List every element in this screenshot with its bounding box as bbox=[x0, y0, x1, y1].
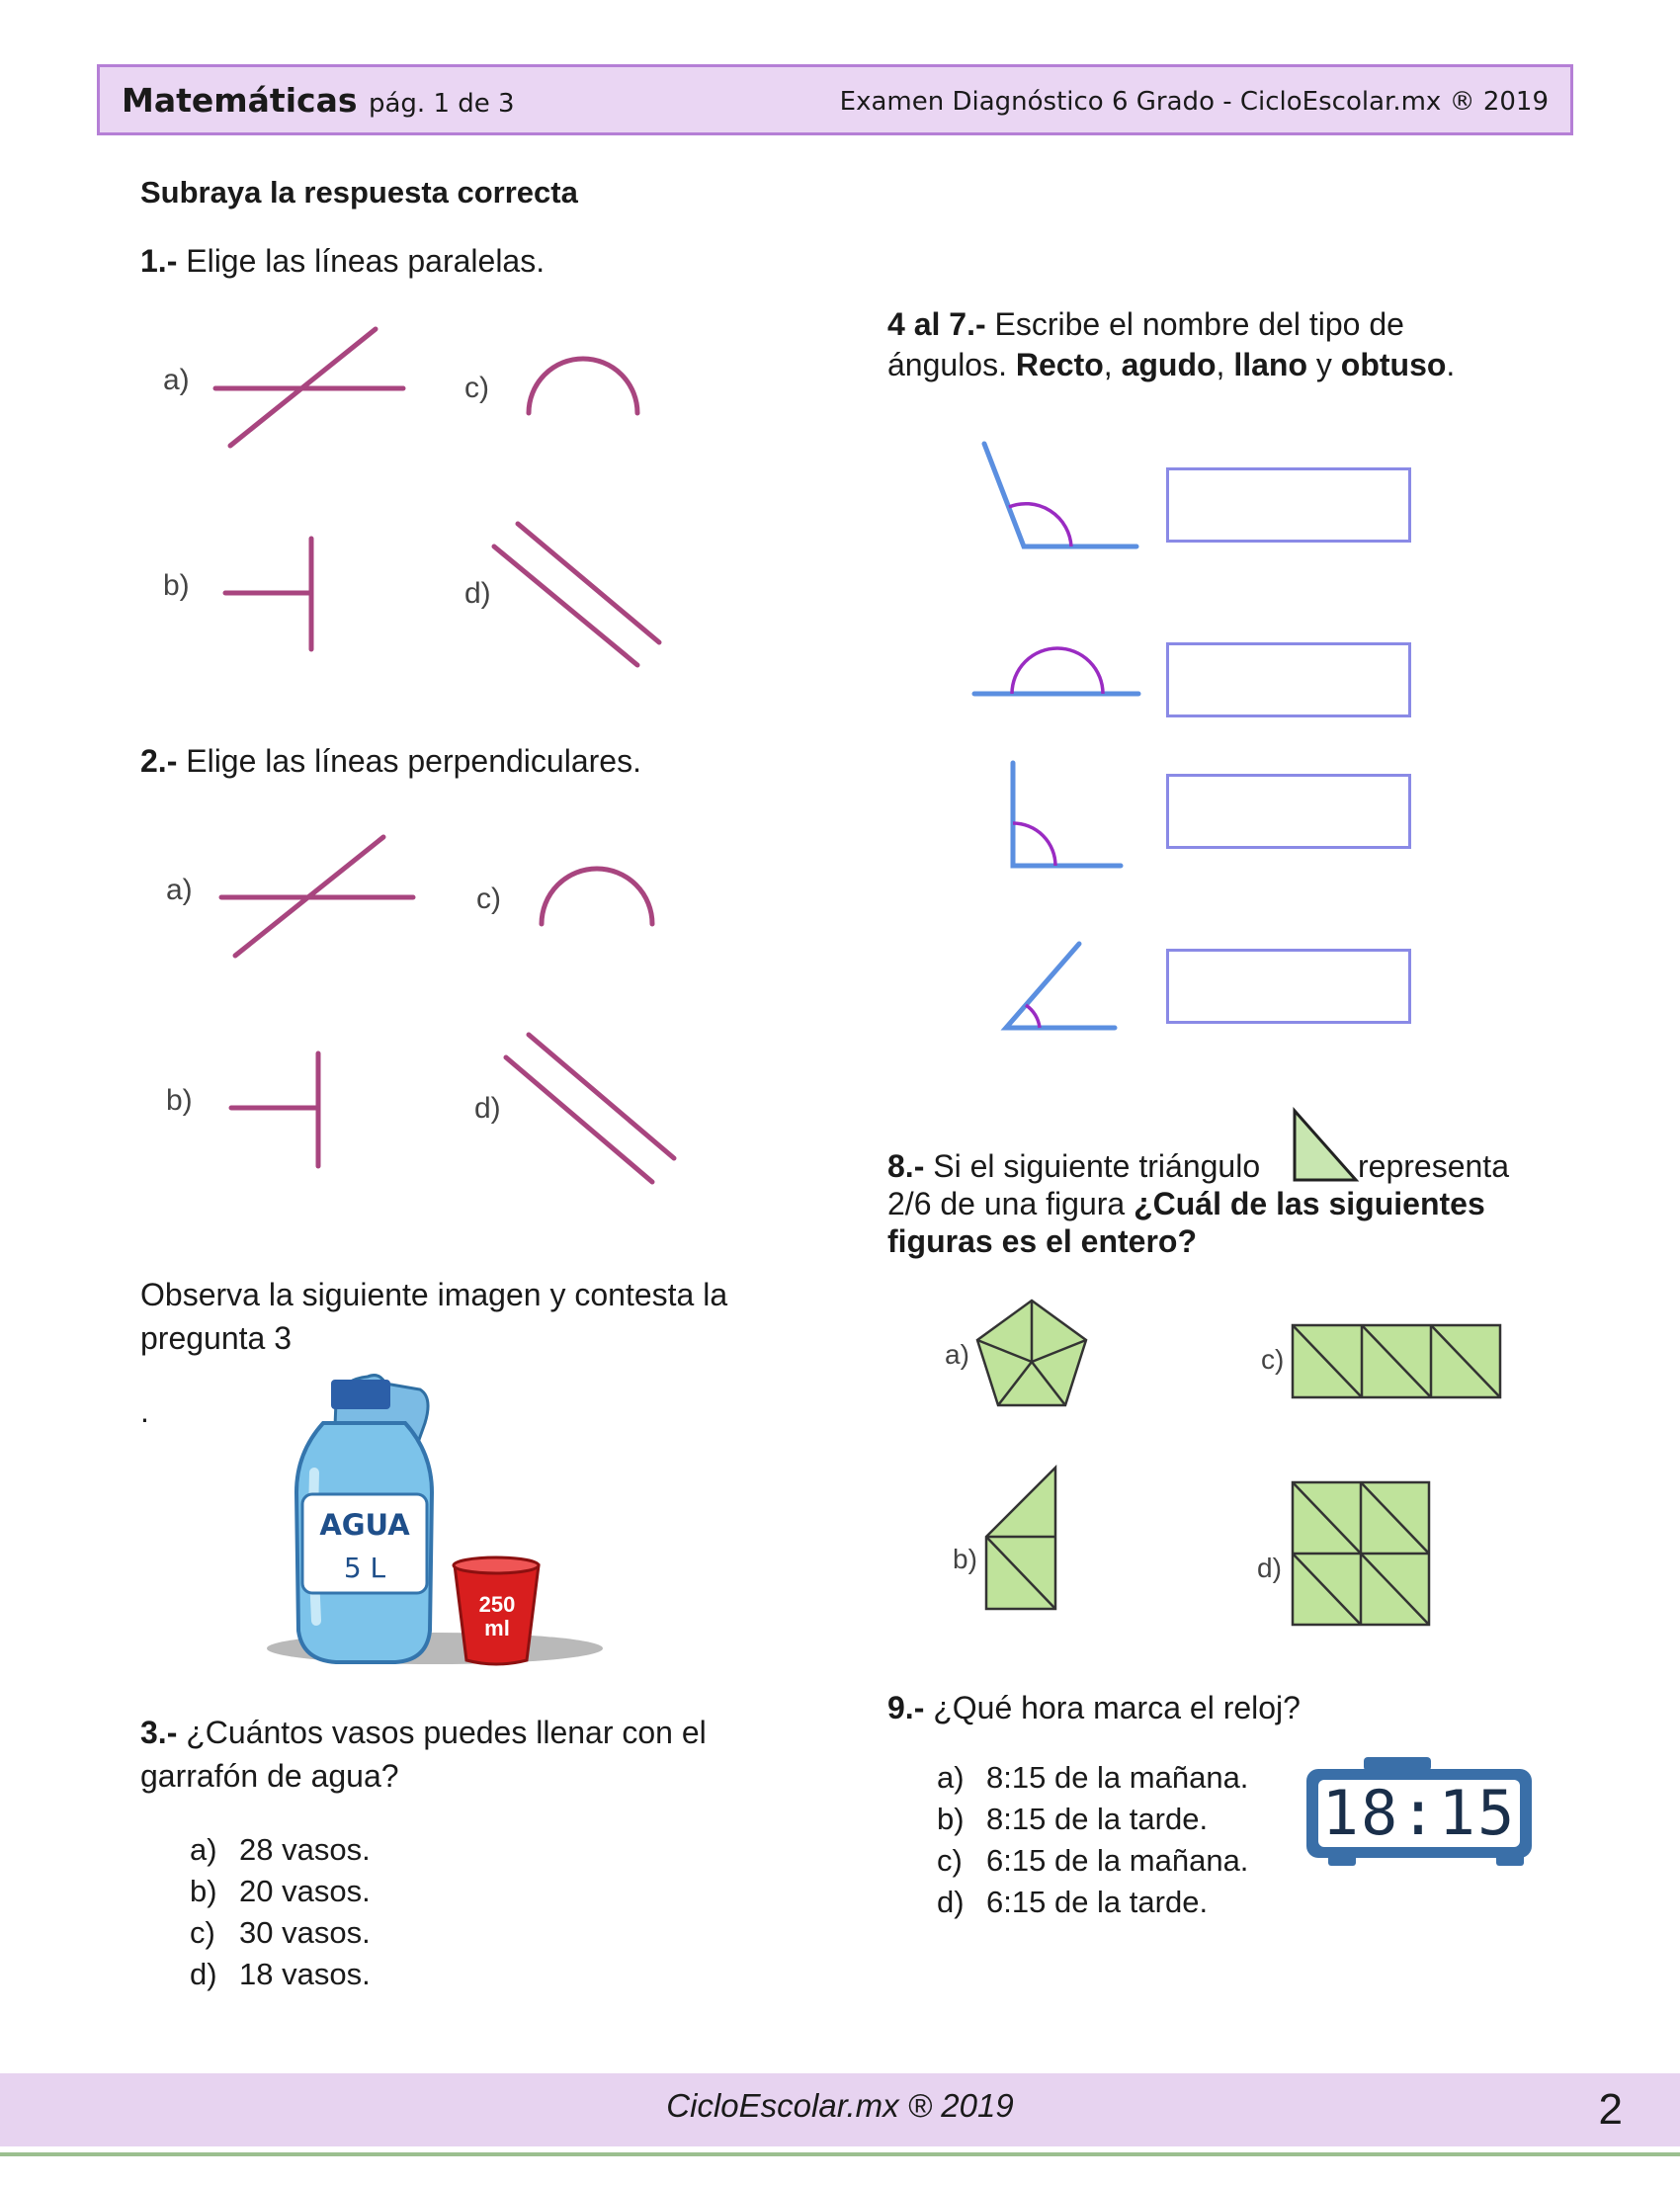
q9-option-d-text: 6:15 de la tarde. bbox=[986, 1885, 1209, 1919]
cup-label-line-1: 250 bbox=[478, 1592, 516, 1617]
q3-option-d-label: d) bbox=[190, 1957, 217, 1991]
q1-option-d-label[interactable]: d) bbox=[464, 577, 491, 610]
instruction: Subraya la respuesta correcta bbox=[140, 175, 578, 210]
q9-option-d-label: d) bbox=[937, 1885, 965, 1919]
q2-number: 2.- bbox=[140, 743, 178, 779]
footer-text: CicloEscolar.mx ® 2019 bbox=[666, 2087, 1014, 2124]
header-page: pág. 1 de 3 bbox=[368, 89, 515, 119]
q9-option-a-text: 8:15 de la mañana. bbox=[986, 1760, 1249, 1795]
header-exam-title: Examen Diagnóstico 6 Grado - CicloEscolar.mx ® 2019 bbox=[839, 87, 1549, 117]
observe-line-1: Observa la siguiente imagen y contesta la bbox=[140, 1277, 728, 1312]
q1-option-b-label[interactable]: b) bbox=[163, 569, 190, 602]
q8-option-b-label[interactable]: b) bbox=[953, 1544, 977, 1574]
q8-line2-pre: 2/6 de una figura bbox=[887, 1186, 1126, 1221]
q9-option-c-label: c) bbox=[937, 1843, 963, 1878]
sep-2: , bbox=[1216, 347, 1225, 382]
q3-option-a-label: a) bbox=[190, 1832, 217, 1867]
q1-text: Elige las líneas paralelas. bbox=[186, 243, 546, 279]
angle-word-recto: Recto bbox=[1015, 347, 1104, 382]
angle-word-agudo: agudo bbox=[1121, 347, 1217, 382]
q4-7-number: 4 al 7.- bbox=[887, 306, 986, 342]
q1-number: 1.- bbox=[140, 243, 178, 279]
angle-word-obtuso: obtuso bbox=[1340, 347, 1447, 382]
q8-option-c-label[interactable]: c) bbox=[1261, 1344, 1285, 1375]
q3-option-c-text: 30 vasos. bbox=[239, 1915, 371, 1950]
q8-line2-bold: ¿Cuál de las siguientes bbox=[1134, 1186, 1485, 1221]
bottle-volume-text: 5 L bbox=[343, 1552, 386, 1584]
sep-1: , bbox=[1103, 347, 1113, 382]
q3-option-d-text: 18 vasos. bbox=[239, 1957, 371, 1991]
q3-option-c-label: c) bbox=[190, 1915, 215, 1950]
q2-option-c-label[interactable]: c) bbox=[476, 882, 501, 915]
clock-display: 18:15 bbox=[1321, 1777, 1517, 1849]
q4-7-text-pre: ángulos. bbox=[887, 347, 1007, 382]
clock-top-bar bbox=[1364, 1757, 1431, 1771]
q9-option-c-text: 6:15 de la mañana. bbox=[986, 1843, 1249, 1878]
q3-number: 3.- bbox=[140, 1715, 178, 1750]
q8-text-post: representa bbox=[1358, 1148, 1509, 1184]
cup-label-line-2: ml bbox=[484, 1616, 510, 1640]
sep-end: . bbox=[1446, 347, 1456, 382]
sep-3: y bbox=[1315, 347, 1332, 382]
q9-option-a-label: a) bbox=[937, 1760, 965, 1795]
observe-dot: . bbox=[140, 1393, 149, 1429]
subject-text: Matemáticas bbox=[122, 81, 358, 120]
q2-option-b-label[interactable]: b) bbox=[166, 1084, 193, 1117]
observe-line-2: pregunta 3 bbox=[140, 1320, 293, 1356]
q8-text-pre: Si el siguiente triángulo bbox=[933, 1148, 1261, 1184]
bottle-label-text: AGUA bbox=[319, 1508, 410, 1542]
footer-line bbox=[0, 2152, 1680, 2156]
q8-option-a-label[interactable]: a) bbox=[945, 1339, 969, 1370]
q3-option-b-label: b) bbox=[190, 1874, 217, 1908]
q8-prompt-line-3: figuras es el entero? bbox=[887, 1223, 1197, 1259]
angle-word-llano: llano bbox=[1233, 347, 1307, 382]
q9-number: 9.- bbox=[887, 1690, 925, 1725]
q2-text: Elige las líneas perpendiculares. bbox=[186, 743, 641, 779]
q1-option-c-label[interactable]: c) bbox=[464, 372, 489, 404]
q2-option-d-label[interactable]: d) bbox=[474, 1092, 501, 1125]
q3-option-b-text: 20 vasos. bbox=[239, 1874, 371, 1908]
q3-option-a-text: 28 vasos. bbox=[239, 1832, 371, 1867]
q3-prompt-line-2: garrafón de agua? bbox=[140, 1758, 399, 1794]
page-number: 2 bbox=[1598, 2085, 1623, 2134]
q3-text-line-1: ¿Cuántos vasos puedes llenar con el bbox=[186, 1715, 707, 1750]
q1-option-a-label[interactable]: a) bbox=[163, 364, 190, 396]
q9-option-b-label: b) bbox=[937, 1802, 965, 1836]
q4-7-text-line-1: Escribe el nombre del tipo de bbox=[994, 306, 1404, 342]
q8-number: 8.- bbox=[887, 1148, 925, 1184]
q9-text: ¿Qué hora marca el reloj? bbox=[933, 1690, 1301, 1725]
q2-option-a-label[interactable]: a) bbox=[166, 874, 193, 906]
q8-option-d-label[interactable]: d) bbox=[1257, 1553, 1282, 1583]
q9-option-b-text: 8:15 de la tarde. bbox=[986, 1802, 1209, 1836]
